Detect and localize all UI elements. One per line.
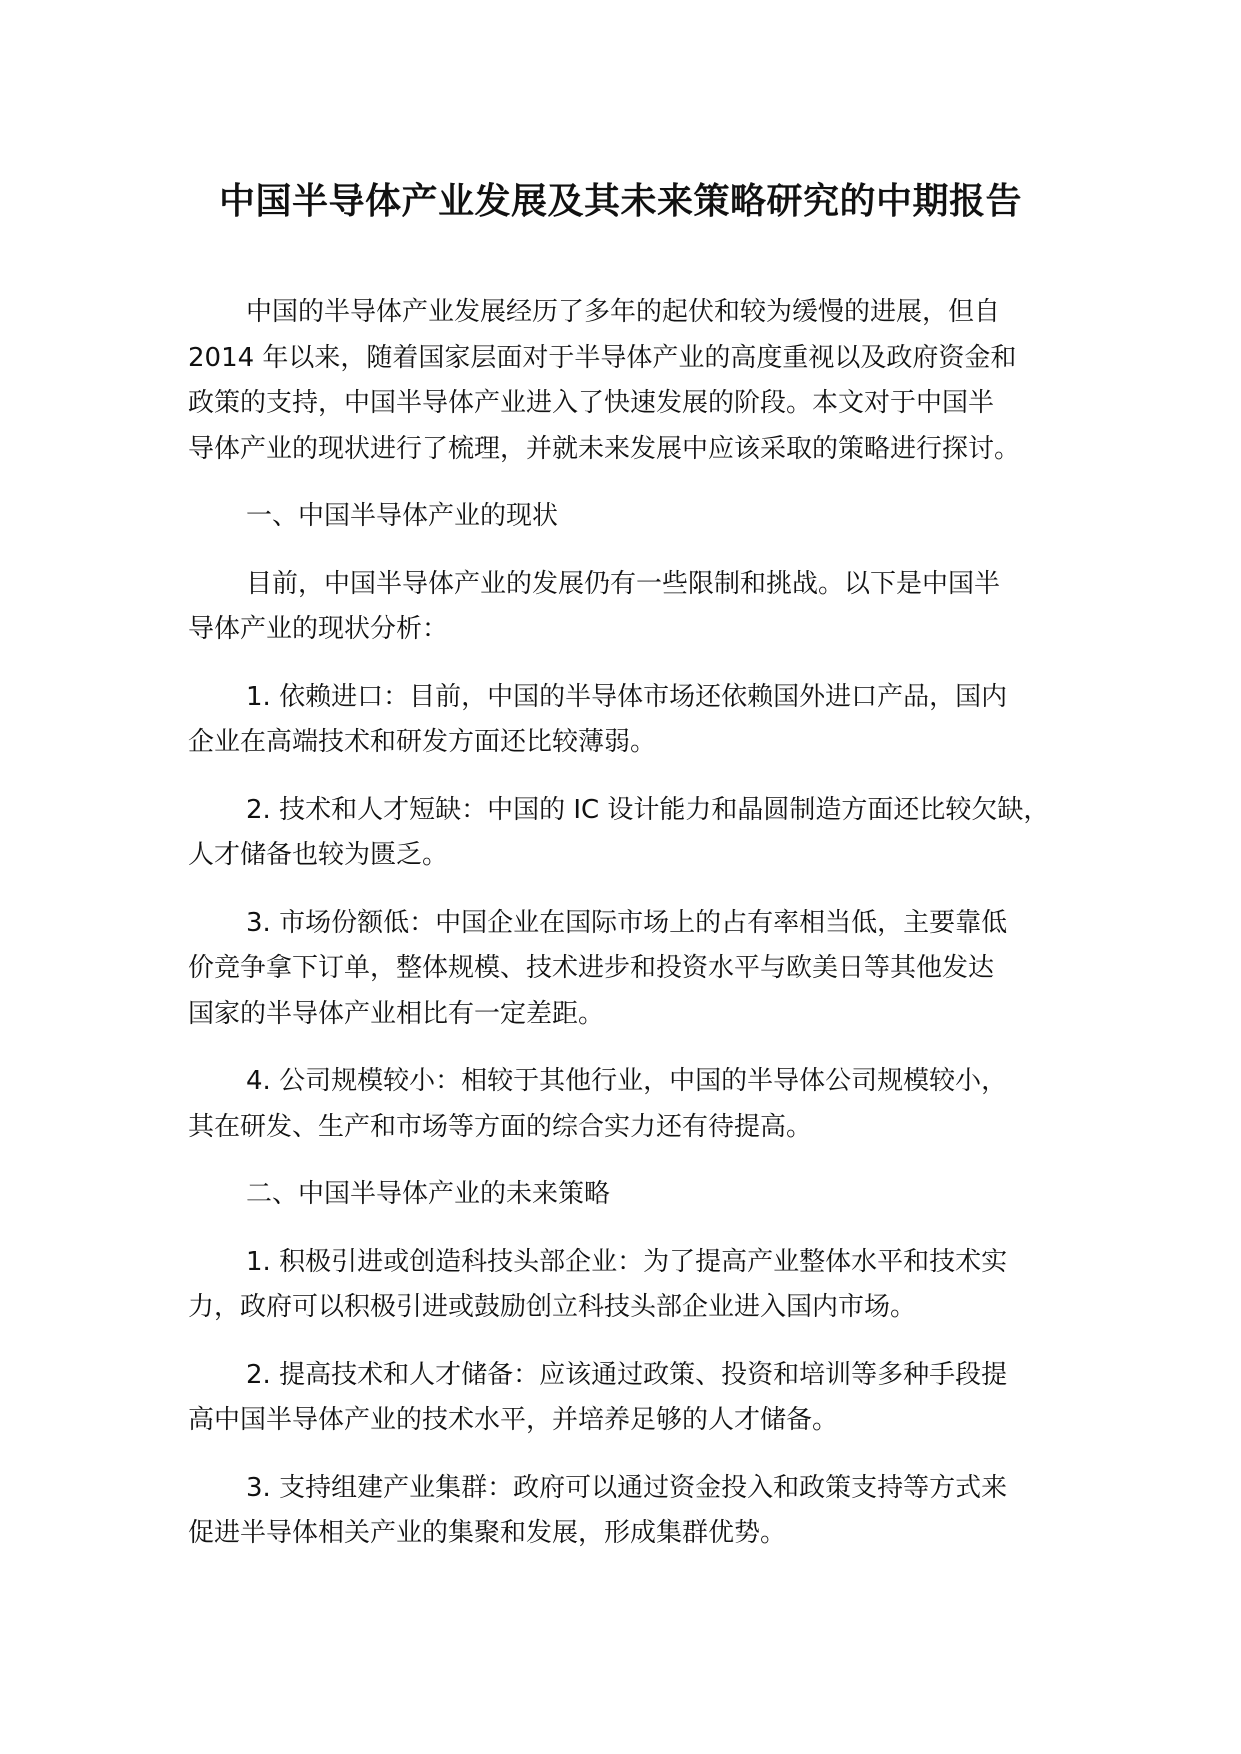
strategy-item-3 xyxy=(188,1466,1078,1557)
paragraph-line: 1. 依赖进口：目前，中国的半导体市场还依赖国外进口产品，国内 xyxy=(246,681,1008,712)
document-title: 中国半导体产业发展及其未来策略研究的中期报告 xyxy=(218,181,1022,222)
paragraph-line: 4. 公司规模较小：相较于其他行业，中国的半导体公司规模较小， xyxy=(246,1066,1008,1096)
status-item-2 xyxy=(188,788,1078,879)
paragraph-line: 国家的半导体产业相比有一定差距。 xyxy=(188,998,605,1029)
paragraph-line: 政策的支持，中国半导体产业进入了快速发展的阶段。本文对于中国半 xyxy=(188,388,995,418)
paragraph-line: 2. 提高技术和人才储备：应该通过政策、投资和培训等多种手段提 xyxy=(246,1359,1008,1390)
heading-line: 一、中国半导体产业的现状 xyxy=(246,501,559,531)
document-body xyxy=(188,290,1078,1579)
section-heading-current-status xyxy=(188,494,1078,540)
paragraph-line: 价竞争拿下订单，整体规模、技术进步和投资水平与欧美日等其他发达 xyxy=(188,953,995,983)
paragraph-line: 力，政府可以积极引进或鼓励创立科技头部企业进入国内市场。 xyxy=(188,1292,917,1322)
paragraph-line: 企业在高端技术和研发方面还比较薄弱。 xyxy=(188,727,657,757)
paragraph-line: 人才储备也较为匮乏。 xyxy=(188,840,449,870)
heading-line: 二、中国半导体产业的未来策略 xyxy=(246,1179,611,1209)
intro-paragraph xyxy=(188,290,1078,472)
paragraph-line: 目前，中国半导体产业的发展仍有一些限制和挑战。以下是中国半 xyxy=(246,568,1001,599)
paragraph-line: 3. 支持组建产业集群：政府可以通过资金投入和政策支持等方式来 xyxy=(246,1472,1008,1503)
paragraph-line: 导体产业的现状分析： xyxy=(188,614,449,644)
paragraph-line: 3. 市场份额低：中国企业在国际市场上的占有率相当低，主要靠低 xyxy=(246,907,1008,938)
paragraph-line: 导体产业的现状进行了梳理，并就未来发展中应该采取的策略进行探讨。 xyxy=(188,433,1021,464)
status-item-4 xyxy=(188,1059,1078,1150)
strategy-item-1 xyxy=(188,1240,1078,1331)
strategy-item-2 xyxy=(188,1353,1078,1444)
paragraph-line: 2. 技术和人才短缺：中国的 IC 设计能力和晶圆制造方面还比较欠缺， xyxy=(246,794,1050,825)
status-intro-paragraph xyxy=(188,562,1078,653)
paragraph-line: 中国的半导体产业发展经历了多年的起伏和较为缓慢的进展，但自 xyxy=(246,297,1001,327)
paragraph-line: 1. 积极引进或创造科技头部企业：为了提高产业整体水平和技术实 xyxy=(246,1246,1008,1277)
paragraph-line: 促进半导体相关产业的集聚和发展，形成集群优势。 xyxy=(188,1518,787,1548)
section-heading-future-strategy xyxy=(188,1172,1078,1218)
paragraph-line: 其在研发、生产和市场等方面的综合实力还有待提高。 xyxy=(188,1111,813,1142)
paragraph-line: 高中国半导体产业的技术水平，并培养足够的人才储备。 xyxy=(188,1405,839,1435)
status-item-3 xyxy=(188,901,1078,1038)
paragraph-line: 2014 年以来，随着国家层面对于半导体产业的高度重视以及政府资金和 xyxy=(188,342,1017,373)
status-item-1 xyxy=(188,675,1078,766)
